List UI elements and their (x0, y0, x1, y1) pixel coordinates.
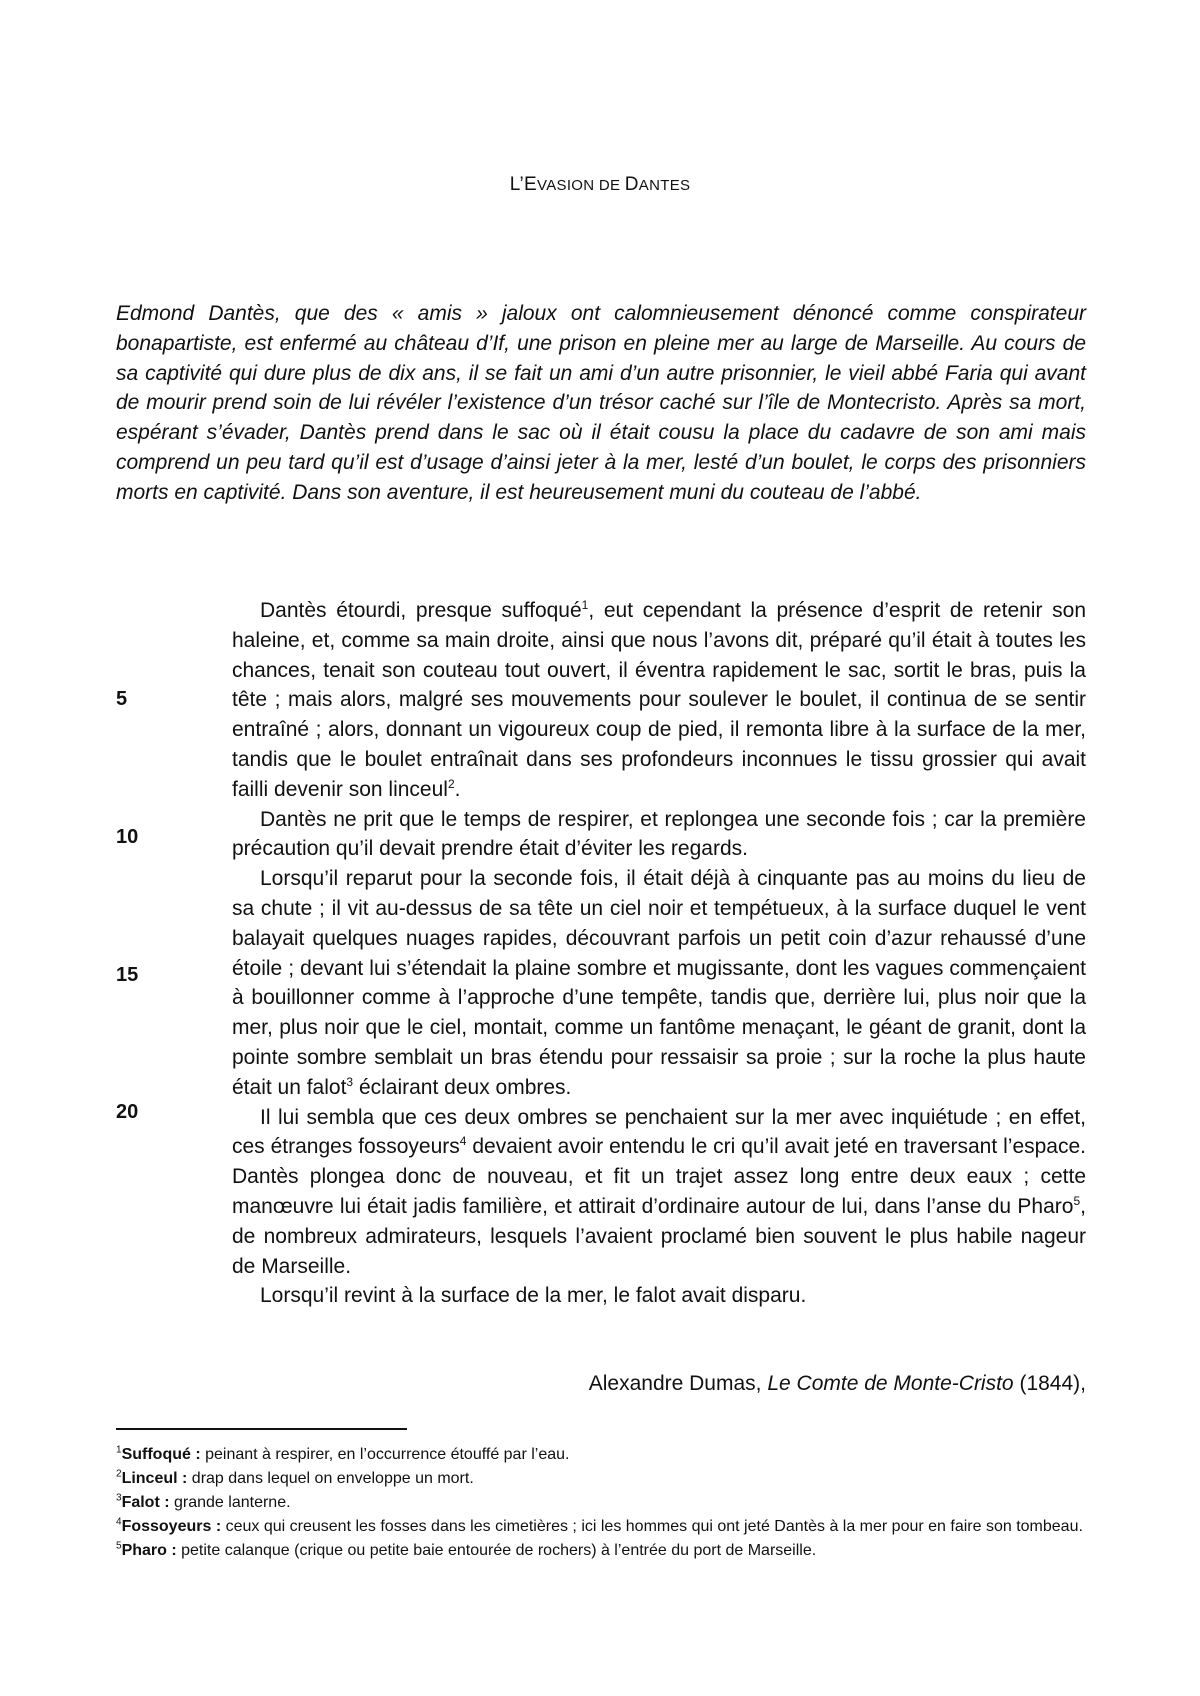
footnote-ref-2: 2 (447, 776, 455, 791)
paragraph-2: Dantès ne prit que le temps de respirer, et replongea une seconde fois ; car la première précaution qu’il devait prendre était d’éviter les regards. (232, 807, 1086, 861)
line-number-15: 15 (116, 964, 139, 986)
footnote-3: $^3$Falot : grande lanterne. (116, 1492, 291, 1511)
document-title: L’EVASION DE DANTES (509, 174, 691, 195)
footnote-5: $^5$Pharo : petite calanque (crique ou petite baie entourée de rochers) à l’entrée du port de Marseille. (116, 1540, 817, 1559)
footnote-1: $^1$Suffoqué : peinant à respirer, en l’occurrence étouffé par l’eau. (116, 1444, 570, 1463)
paragraph-1: Dantès étourdi, presque suffoqué$^1$, eut cependant la présence d’esprit de retenir son haleine, et, comme sa main droite, ainsi que nous l’avons dit, préparé qu’il était à toutes les chances, tenait son couteau tout ouvert, il éventra rapidement le sac, sortit le bras, puis la tête ; mais alors, malgré ses mouvements pour soulever le boulet, il continua de se sentir entraîné ; alors, donnant un vigoureux coup de pied, il remonta libre à la surface de la mer, tandis que le boulet entraînait dans ses profondeurs inconnues le tissu grossier qui avait failli devenir son linceul$^2$. (232, 598, 1086, 801)
footnote-ref-5: 5 (1073, 1193, 1081, 1208)
paragraph-5: Lorsqu’il revint à la surface de la mer, le falot avait disparu. (260, 1284, 807, 1308)
footnote-ref-1: 1 (581, 598, 589, 612)
source-citation: Alexandre Dumas, Le Comte de Monte-Cristo (1844), (588, 1372, 1086, 1395)
footnote-4: $^4$Fossoyeurs : ceux qui creusent les fosses dans les cimetières ; ici les hommes qui ont jeté Dantès à la mer pour en faire son tombeau. (116, 1516, 1083, 1535)
footnotes (116, 1443, 1086, 1563)
footnote-ref-3: 3 (346, 1074, 354, 1089)
excerpt-text (232, 596, 1086, 1311)
footnote-ref-4: 4 (459, 1134, 467, 1149)
line-number-10: 10 (116, 826, 139, 848)
intro-paragraph: Edmond Dantès, que des « amis » jaloux ont calomnieusement dénoncé comme conspirateur bonapartiste, est enfermé au château d’If, une prison en pleine mer au large de Marseille. Au cours de sa captivité qui dure plus de dix ans, il se fait un ami d’un autre prisonnier, le vieil abbé Faria qui avant de mourir prend soin de lui révéler l’existence d’un trésor caché sur l’île de Montecristo. Après sa mort, espérant s’évader, Dantès prend dans le sac où il était cousu la place du cadavre de son ami mais comprend un peu tard qu’il est d’usage d’ainsi jeter à la mer, lesté d’un boulet, le corps des prisonniers morts en captivité. Dans son aventure, il est heureusement muni du couteau de l’abbé. (116, 302, 1086, 504)
paragraph-3: Lorsqu’il reparut pour la seconde fois, il était déjà à cinquante pas au moins du lieu de sa chute ; il vit au-dessus de sa tête un ciel noir et tempétueux, à la surface duquel le vent balayait quelques nuages rapides, découvrant parfois un petit coin d’azur rehaussé d’une étoile ; devant lui s’étendait la plaine sombre et mugissante, dont les vagues commençaient à bouillonner comme à l’approche d’une tempête, tandis que, derrière lui, plus noir que la mer, plus noir que le ciel, montait, comme un fantôme menaçant, le géant de granit, dont la pointe sombre semblait un bras étendu pour ressaisir sa proie ; sur la roche la plus haute était un falot$^3$ éclairant deux ombres. (232, 867, 1086, 1099)
footnote-divider (116, 1428, 407, 1430)
paragraph-4: Il lui sembla que ces deux ombres se penchaient sur la mer avec inquiétude ; en effet, ces étranges fossoyeurs$^4$ devaient avoir entendu le cri qu’il avait jeté en traversant l’espace. Dantès plongea donc de nouveau, et fit un trajet assez long entre deux eaux ; cette manœuvre lui était jadis familière, et attirait d’ordinaire autour de lui, dans l’anse du Pharo$^5$, de nombreux admirateurs, lesquels l’avaient proclamé bien souvent le plus habile nageur de Marseille. (232, 1105, 1086, 1278)
line-number-20: 20 (116, 1101, 139, 1123)
line-number-5: 5 (116, 688, 128, 710)
footnote-2: $^2$Linceul : drap dans lequel on enveloppe un mort. (116, 1468, 474, 1487)
